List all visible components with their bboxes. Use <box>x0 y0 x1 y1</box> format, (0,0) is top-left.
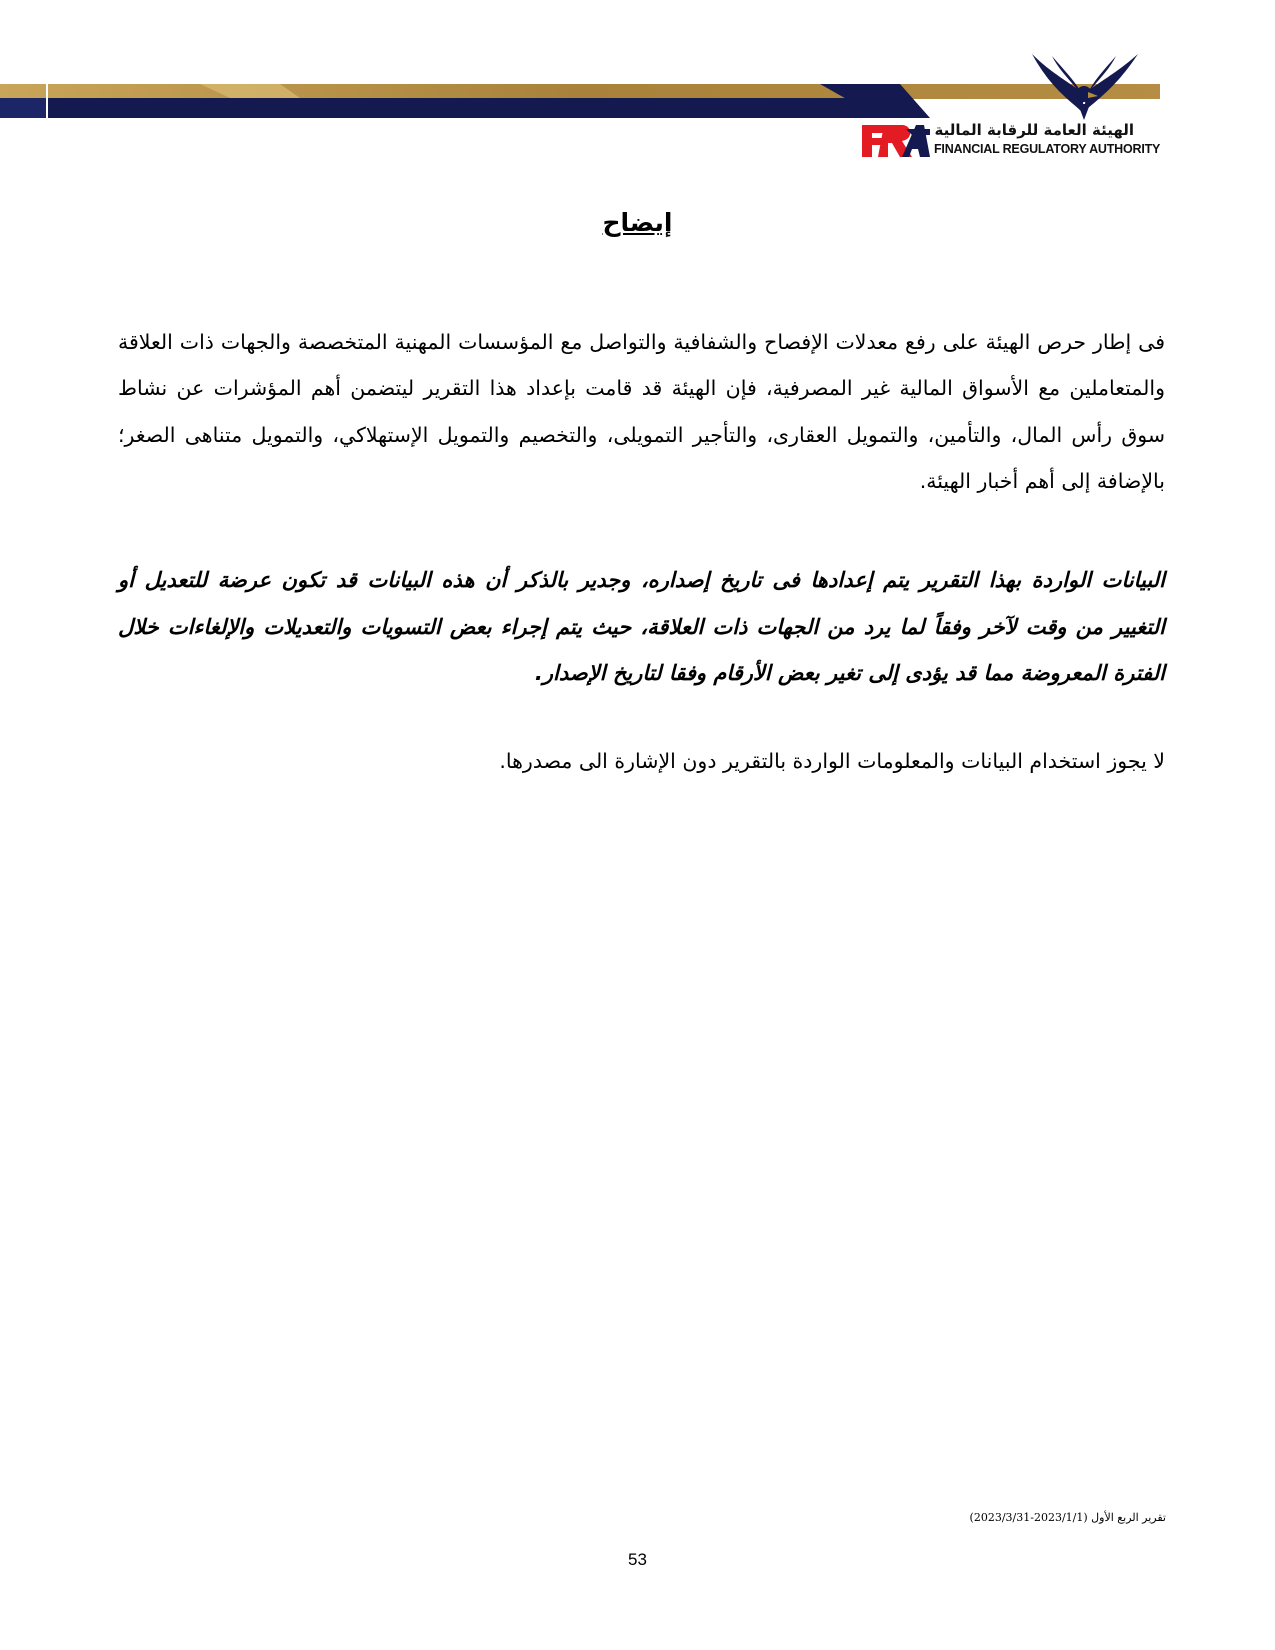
page-title: إيضاح <box>602 208 673 237</box>
page-number: 53 <box>628 1550 647 1569</box>
usage-paragraph: لا يجوز استخدام البيانات والمعلومات الواردة بالتقرير دون الإشارة الى مصدرها. <box>499 748 1165 773</box>
report-period-footer: تقرير الربع الأول (2023/1/1-2023/3/31) <box>969 1511 1166 1524</box>
fra-mark-icon <box>862 123 930 159</box>
eagle-icon <box>1022 50 1142 122</box>
logo-english-name: FINANCIAL REGULATORY AUTHORITY <box>934 142 1161 156</box>
intro-paragraph: فى إطار حرص الهيئة على رفع معدلات الإفصاح والشفافية والتواصل مع المؤسسات المهنية المتخصصة والجهات ذات العلاقة والمتعاملين مع الأسواق المالية غير المصرفية، فإن الهيئة قد قامت بإعداد هذا التقرير ليتضمن أهم المؤشرات عن نشاط سوق رأس المال، والتأمين، والتمويل العقارى، والتأجير التمويلى، والتخصيم والتمويل الإستهلاكي، والتمويل متناهى الصغر؛ بالإضافة إلى أهم أخبار الهيئة. <box>118 329 1165 493</box>
disclaimer-paragraph: البيانات الواردة بهذا التقرير يتم إعدادها فى تاريخ إصداره، وجدير بالذكر أن هذه البيانات قد تكون عرضة للتعديل أو التغيير من وقت لآخر وفقاً لما يرد من الجهات ذات العلاقة، حيث يتم إجراء بعض التسويات والتعديلات والإلغاءات خلال الفترة المعروضة مما قد يؤدى إلى تغير بعض الأرقام وفقا لتاريخ الإصدار. <box>118 568 1165 685</box>
logo-arabic-name: الهيئة العامة للرقابة المالية <box>934 121 1134 139</box>
fra-logo <box>862 50 1161 166</box>
